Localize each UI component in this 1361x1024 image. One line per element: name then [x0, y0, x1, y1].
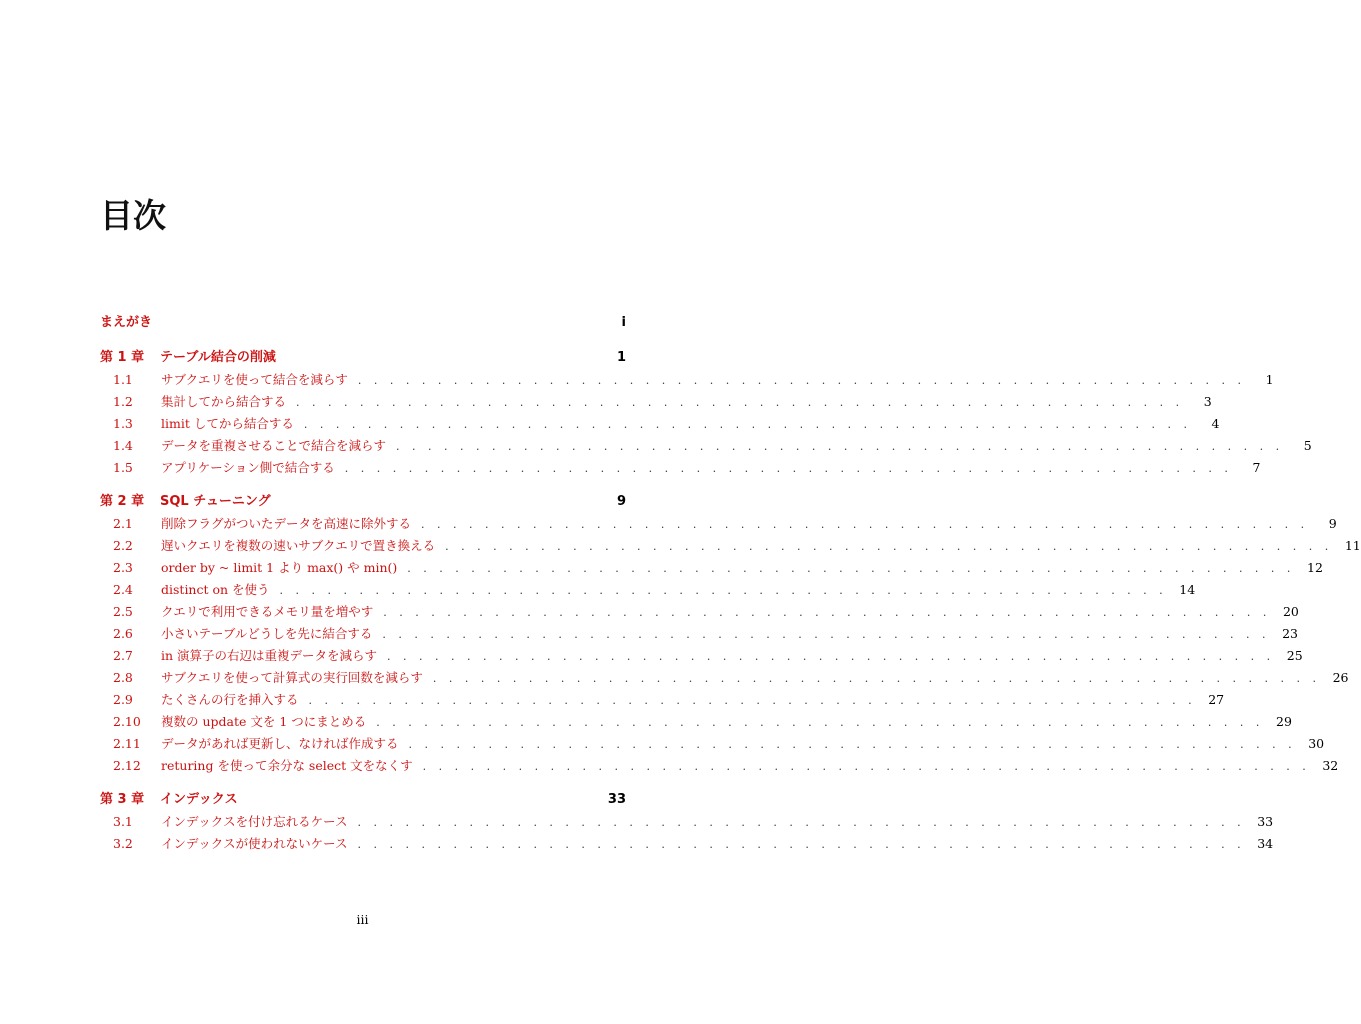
toc-chapter-3[interactable]	[100, 789, 626, 811]
toc-chapter-1[interactable]	[100, 347, 626, 369]
dot-leader: . . . . . . . . . . . . . . . . . . . . . . . . . . . . . . . . . . . . . . . . . . . . . . . . . . . . . . . .	[308, 694, 1197, 707]
dot-leader: . . . . . . . . . . . . . . . . . . . . . . . . . . . . . . . . . . . . . . . . . . . . . . . . . . . . . . . .	[383, 606, 1271, 619]
section-title: 小さいテーブルどうしを先に結合する	[161, 626, 373, 641]
toc-section-3-1[interactable]	[100, 811, 1274, 833]
dot-leader: . . . . . . . . . . . . . . . . . . . . . . . . . . . . . . . . . . . . . . . . . . . . . . . . . . . . . . . .	[407, 562, 1295, 575]
section-number: 2.2	[113, 538, 133, 553]
dot-leader: . . . . . . . . . . . . . . . . . . . . . . . . . . . . . . . . . . . . . . . . . . . . . . . . . . . . . . . .	[382, 628, 1271, 641]
toc-section-1-3[interactable]	[100, 413, 1220, 435]
section-number: 2.9	[113, 692, 133, 707]
section-title: インデックスが使われないケース	[161, 836, 348, 851]
section-page: 25	[1286, 648, 1303, 663]
chapter-number: 第 3 章	[100, 792, 145, 807]
dot-leader: . . . . . . . . . . . . . . . . . . . . . . . . . . . . . . . . . . . . . . . . . . . . . . . . . . . . . . . .	[357, 374, 1246, 387]
section-title: 削除フラグがついたデータを高速に除外する	[161, 516, 412, 531]
section-title: 集計してから結合する	[161, 394, 287, 409]
dot-leader: . . . . . . . . . . . . . . . . . . . . . . . . . . . . . . . . . . . . . . . . . . . . . . . . . . . . . . . .	[279, 584, 1168, 597]
section-number: 1.5	[113, 460, 133, 475]
dot-leader: . . . . . . . . . . . . . . . . . . . . . . . . . . . . . . . . . . . . . . . . . . . . . . . . . . . . . . . .	[357, 816, 1246, 829]
toc-section-2-3[interactable]	[100, 557, 1323, 579]
section-page: 1	[1265, 372, 1274, 387]
chapter-number: 第 2 章	[100, 494, 145, 509]
section-number: 1.4	[113, 438, 133, 453]
dot-leader: . . . . . . . . . . . . . . . . . . . . . . . . . . . . . . . . . . . . . . . . . . . . . . . . . . . . . . . .	[422, 760, 1311, 773]
dot-leader: . . . . . . . . . . . . . . . . . . . . . . . . . . . . . . . . . . . . . . . . . . . . . . . . . . . . . . . .	[303, 418, 1192, 431]
section-page: 34	[1257, 836, 1274, 851]
section-number: 2.11	[113, 736, 141, 751]
section-number: 2.3	[113, 560, 133, 575]
chapter-title: テーブル結合の削減	[160, 350, 276, 365]
section-page: 12	[1307, 560, 1323, 575]
dot-leader: . . . . . . . . . . . . . . . . . . . . . . . . . . . . . . . . . . . . . . . . . . . . . . . . . . . . . . . .	[387, 650, 1275, 663]
toc-preface[interactable]	[100, 312, 626, 334]
toc-section-1-1[interactable]	[100, 369, 1274, 391]
section-page: 33	[1257, 814, 1274, 829]
section-title: データがあれば更新し、なければ作成する	[161, 736, 399, 751]
section-number: 2.6	[113, 626, 133, 641]
toc-preface-title: まえがき	[100, 315, 153, 330]
toc-section-1-2[interactable]	[100, 391, 1212, 413]
section-title: アプリケーション側で結合する	[161, 460, 335, 475]
section-title: limit してから結合する	[161, 416, 294, 431]
section-number: 1.2	[113, 394, 133, 409]
section-number: 2.7	[113, 648, 133, 663]
section-number: 2.8	[113, 670, 133, 685]
dot-leader: . . . . . . . . . . . . . . . . . . . . . . . . . . . . . . . . . . . . . . . . . . . . . . . . . . . . . . . .	[357, 838, 1246, 851]
section-number: 3.1	[113, 814, 133, 829]
section-page: 20	[1282, 604, 1299, 619]
section-page: 30	[1308, 736, 1325, 751]
section-number: 1.1	[113, 372, 133, 387]
section-title: データを重複させることで結合を減らす	[161, 438, 387, 453]
section-page: 3	[1203, 394, 1212, 409]
toc-preface-page: i	[621, 315, 626, 330]
section-number: 2.4	[113, 582, 133, 597]
section-number: 2.12	[113, 758, 141, 773]
page-title: 目次	[100, 196, 166, 235]
section-title: distinct on を使う	[161, 582, 270, 597]
chapter-title: インデックス	[160, 792, 238, 807]
toc-chapter-2[interactable]	[100, 491, 626, 513]
section-number: 2.10	[113, 714, 141, 729]
section-title: たくさんの行を挿入する	[161, 692, 299, 707]
toc-section-2-10[interactable]	[100, 711, 1292, 733]
toc-section-2-2[interactable]	[100, 535, 1361, 557]
section-page: 27	[1208, 692, 1225, 707]
section-page: 11	[1344, 538, 1361, 553]
toc-section-2-1[interactable]	[100, 513, 1337, 535]
section-number: 2.5	[113, 604, 133, 619]
toc-section-2-7[interactable]	[100, 645, 1303, 667]
section-title: order by ~ limit 1 より max() や min()	[161, 560, 398, 575]
toc-section-2-6[interactable]	[100, 623, 1299, 645]
dot-leader: . . . . . . . . . . . . . . . . . . . . . . . . . . . . . . . . . . . . . . . . . . . . . . . . . . . . . . . .	[408, 738, 1297, 751]
page-number: iii	[356, 912, 369, 927]
section-title: in 演算子の右辺は重複データを減らす	[161, 648, 378, 663]
dot-leader: . . . . . . . . . . . . . . . . . . . . . . . . . . . . . . . . . . . . . . . . . . . . . . . . . . . . . . . .	[376, 716, 1264, 729]
dot-leader: . . . . . . . . . . . . . . . . . . . . . . . . . . . . . . . . . . . . . . . . . . . . . . . . . . . . . . . .	[396, 440, 1284, 453]
dot-leader: . . . . . . . . . . . . . . . . . . . . . . . . . . . . . . . . . . . . . . . . . . . . . . . . . . . . . . . .	[421, 518, 1309, 531]
dot-leader: . . . . . . . . . . . . . . . . . . . . . . . . . . . . . . . . . . . . . . . . . . . . . . . . . . . . . . . .	[432, 672, 1321, 685]
toc-section-2-9[interactable]	[100, 689, 1225, 711]
toc-section-2-8[interactable]	[100, 667, 1349, 689]
table-of-contents	[100, 312, 1361, 855]
section-title: returing を使って余分な select 文をなくす	[161, 758, 413, 773]
chapter-number: 第 1 章	[100, 350, 145, 365]
section-page: 26	[1332, 670, 1349, 685]
toc-section-2-12[interactable]	[100, 755, 1339, 777]
section-page: 29	[1276, 714, 1292, 729]
chapter-page: 1	[616, 350, 626, 365]
dot-leader: . . . . . . . . . . . . . . . . . . . . . . . . . . . . . . . . . . . . . . . . . . . . . . . . . . . . . . . .	[296, 396, 1184, 409]
section-page: 5	[1303, 438, 1312, 453]
section-title: 複数の update 文を 1 つにまとめる	[161, 714, 367, 729]
toc-section-1-4[interactable]	[100, 435, 1312, 457]
section-page: 7	[1252, 460, 1261, 475]
section-number: 1.3	[113, 416, 133, 431]
toc-section-3-2[interactable]	[100, 833, 1274, 855]
toc-section-2-5[interactable]	[100, 601, 1299, 623]
dot-leader: . . . . . . . . . . . . . . . . . . . . . . . . . . . . . . . . . . . . . . . . . . . . . . . . . . . . . . . .	[344, 462, 1233, 475]
section-title: サブクエリを使って計算式の実行回数を減らす	[161, 670, 423, 685]
section-title: クエリで利用できるメモリ量を増やす	[161, 604, 374, 619]
section-number: 3.2	[113, 836, 133, 851]
toc-section-2-11[interactable]	[100, 733, 1325, 755]
section-title: 遅いクエリを複数の速いサブクエリで置き換える	[161, 538, 436, 553]
section-title: インデックスを付け忘れるケース	[161, 814, 348, 829]
section-page: 4	[1211, 416, 1220, 431]
section-page: 32	[1322, 758, 1339, 773]
toc-section-2-4[interactable]	[100, 579, 1196, 601]
chapter-page: 9	[616, 494, 626, 509]
dot-leader: . . . . . . . . . . . . . . . . . . . . . . . . . . . . . . . . . . . . . . . . . . . . . . . . . . . . . . . .	[445, 540, 1333, 553]
chapter-page: 33	[607, 792, 626, 807]
chapter-title: SQL チューニング	[160, 494, 271, 509]
section-number: 2.1	[113, 516, 133, 531]
section-page: 9	[1328, 516, 1337, 531]
section-title: サブクエリを使って結合を減らす	[161, 372, 348, 387]
toc-section-1-5[interactable]	[100, 457, 1261, 479]
section-page: 23	[1282, 626, 1299, 641]
section-page: 14	[1179, 582, 1196, 597]
